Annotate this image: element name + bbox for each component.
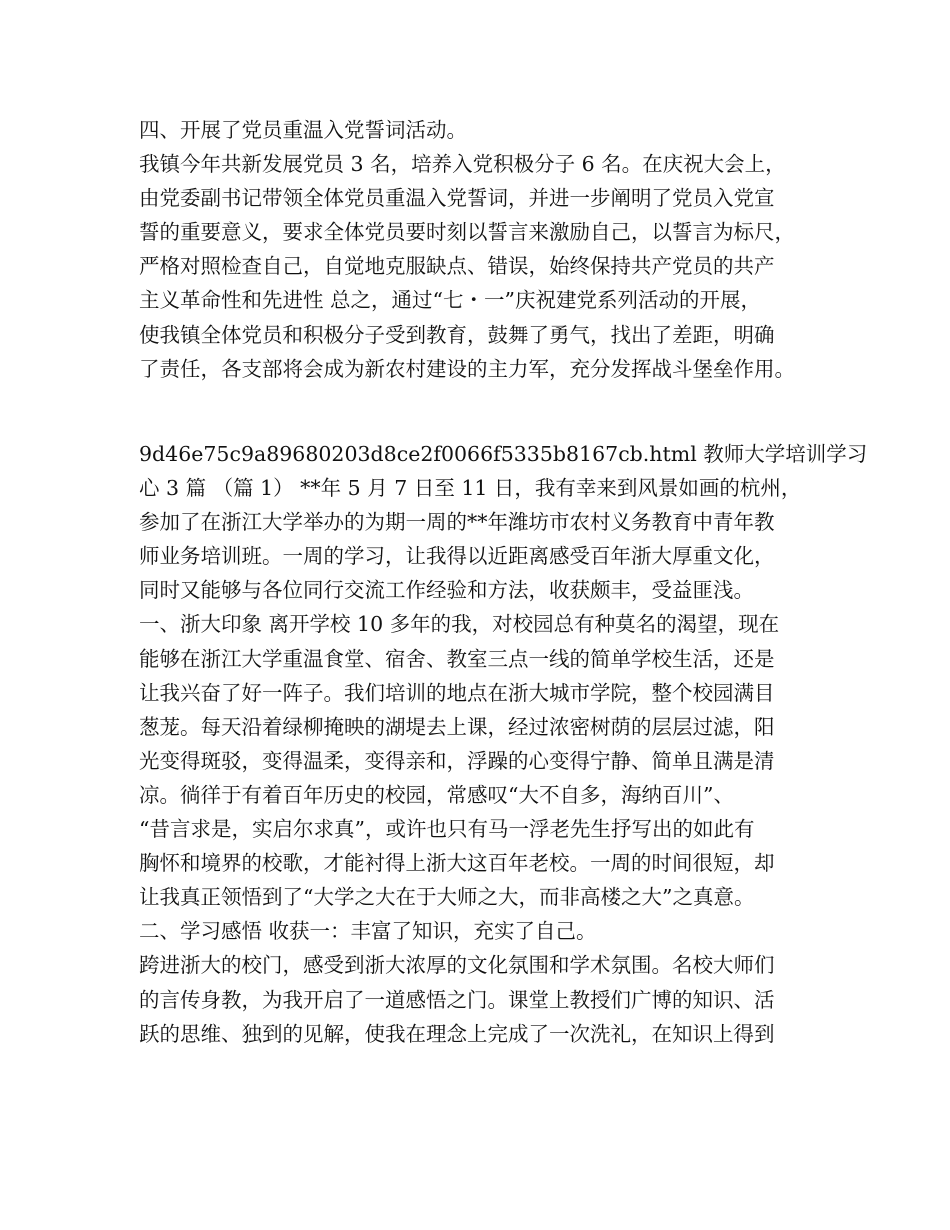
text-line: 让我真正领悟到了“大学之大在于大师之大，而非高楼之大”之真意。: [139, 885, 755, 910]
text-line: 葱茏。每天沿着绿柳掩映的湖堤去上课，经过浓密树荫的层层过滤，阳: [139, 714, 775, 739]
text-line: 二、学习感悟 收获一：丰富了知识，充实了自己。: [139, 919, 597, 944]
text-line: 同时又能够与各位同行交流工作经验和方法，收获颇丰，受益匪浅。: [139, 578, 754, 603]
text-line: 了责任，各支部将会成为新农村建设的主力军，充分发挥战斗堡垒作用。: [139, 356, 795, 381]
text-line: “昔言求是，实启尔求真”，或许也只有马一浮老先生抒写出的如此有: [139, 817, 755, 842]
text-line: 胸怀和境界的校歌，才能衬得上浙大这百年老校。一周的时间很短，却: [139, 851, 775, 876]
text-line: 誓的重要意义，要求全体党员要时刻以誓言来激励自己，以誓言为标尺，: [139, 220, 795, 245]
text-line: 心 3 篇 （篇 1） **年 5 月 7 日至 11 日，我有幸来到风景如画的杭州，: [139, 476, 802, 501]
text-line: 四、开展了党员重温入党誓词活动。: [139, 118, 467, 142]
text-line: 使我镇全体党员和积极分子受到教育，鼓舞了勇气，找出了差距，明确: [139, 322, 775, 347]
text-line: 的言传身教，为我开启了一道感悟之门。课堂上教授们广博的知识、活: [139, 987, 775, 1012]
text-line: 9d46e75c9a89680203d8ce2f0066f5335b8167cb.html 教师大学培训学习: [139, 442, 868, 466]
text-line: 光变得斑驳，变得温柔，变得亲和，浮躁的心变得宁静、简单且满是清: [139, 748, 775, 773]
text-block-party-activity: [139, 113, 839, 386]
text-line: 师业务培训班。一周的学习，让我得以近距离感受百年浙大厚重文化，: [139, 544, 775, 569]
text-line: 让我兴奋了好一阵子。我们培训的地点在浙大城市学院，整个校园满目: [139, 680, 775, 705]
text-line: 凉。徜徉于有着百年历史的校园，常感叹“大不自多，海纳百川”、: [139, 782, 734, 807]
text-line: 能够在浙江大学重温食堂、宿舍、教室三点一线的简单学校生活，还是: [139, 646, 775, 671]
text-line: 跨进浙大的校门，感受到浙大浓厚的文化氛围和学术氛围。名校大师们: [139, 953, 775, 978]
text-line: 主义革命性和先进性 总之，通过“七・一”庆祝建党系列活动的开展，: [139, 288, 761, 313]
text-line: 严格对照检查自己，自觉地克服缺点、错误，始终保持共产党员的共产: [139, 254, 775, 279]
text-line: 跃的思维、独到的见解，使我在理念上完成了一次洗礼，在知识上得到: [139, 1021, 775, 1046]
text-block-teacher-training: [139, 437, 868, 1051]
text-line: 由党委副书记带领全体党员重温入党誓词，并进一步阐明了党员入党宣: [139, 186, 775, 211]
text-line: 一、浙大印象 离开学校 10 多年的我，对校园总有种莫名的渴望，现在: [139, 612, 780, 637]
text-line: 我镇今年共新发展党员 3 名，培养入党积极分子 6 名。在庆祝大会上，: [139, 152, 786, 177]
text-line: 参加了在浙江大学举办的为期一周的**年潍坊市农村义务教育中青年教: [139, 510, 775, 535]
